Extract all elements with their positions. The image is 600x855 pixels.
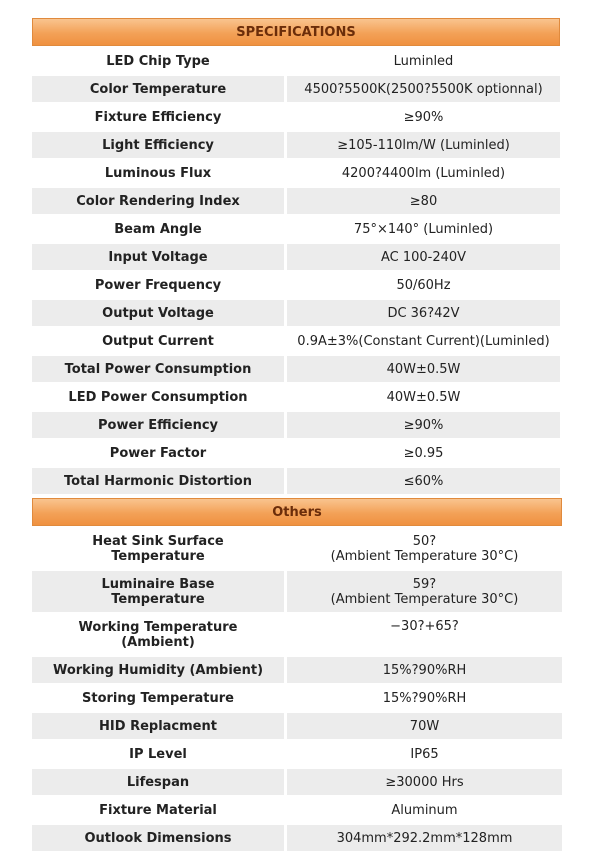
table-row — [32, 797, 562, 823]
table-row — [32, 132, 560, 158]
spec-label-line: Working Temperature — [78, 619, 238, 635]
spec-value-line: (Ambient Temperature 30°C) — [330, 591, 519, 607]
spec-label: Color Temperature — [32, 76, 284, 102]
spec-label-line: Luminaire Base — [101, 576, 215, 592]
table-row — [32, 685, 562, 711]
table-row — [32, 741, 562, 767]
spec-value: 304mm*292.2mm*128mm — [287, 825, 562, 851]
table-row — [32, 272, 560, 298]
table-row — [32, 769, 562, 795]
spec-label: Light Efficiency — [32, 132, 284, 158]
specifications-header: SPECIFICATIONS — [32, 18, 560, 46]
spec-label: Total Power Consumption — [32, 356, 284, 382]
spec-label: Total Harmonic Distortion — [32, 468, 284, 494]
table-row — [32, 356, 560, 382]
spec-label-line: Temperature — [111, 548, 205, 564]
spec-value: ≥105-110lm/W (Luminled) — [287, 132, 560, 158]
spec-label — [32, 614, 284, 655]
spec-value: ≥90% — [403, 109, 444, 125]
spec-label: Output Voltage — [32, 300, 284, 326]
table-row — [32, 216, 560, 242]
spec-value-line: −30?+65? — [390, 619, 459, 634]
spec-label: Power Factor — [109, 445, 207, 461]
table-row — [32, 328, 560, 354]
spec-label: Fixture Efficiency — [94, 109, 222, 125]
table-row — [32, 825, 562, 851]
spec-value-line: (Ambient Temperature 30°C) — [330, 548, 519, 564]
spec-value: 75°×140° (Luminled) — [353, 221, 494, 237]
table-row — [32, 76, 560, 102]
spec-label-line: (Ambient) — [121, 634, 195, 650]
table-row — [32, 188, 560, 214]
spec-value-line: 59? — [412, 576, 437, 592]
spec-label: Lifespan — [32, 769, 284, 795]
spec-value — [287, 614, 562, 655]
spec-value: 50/60Hz — [396, 277, 451, 293]
others-table — [32, 498, 562, 853]
table-row — [32, 528, 562, 569]
table-row — [32, 440, 560, 466]
spec-label: Power Frequency — [94, 277, 222, 293]
table-row — [32, 300, 560, 326]
table-row — [32, 412, 560, 438]
spec-value — [287, 528, 562, 569]
spec-label: LED Power Consumption — [68, 389, 248, 405]
spec-label: Beam Angle — [114, 221, 202, 237]
spec-value: 15%?90%RH — [287, 657, 562, 683]
spec-value: 40W±0.5W — [287, 356, 560, 382]
table-row — [32, 614, 562, 655]
spec-label: Input Voltage — [32, 244, 284, 270]
spec-value: ≥90% — [287, 412, 560, 438]
spec-value: 0.9A±3%(Constant Current)(Luminled) — [297, 333, 550, 349]
spec-label: Color Rendering Index — [32, 188, 284, 214]
spec-label: Luminous Flux — [104, 165, 212, 181]
spec-label — [32, 528, 284, 569]
table-row — [32, 657, 562, 683]
others-header: Others — [32, 498, 562, 526]
table-row — [32, 104, 560, 130]
spec-value: IP65 — [410, 746, 439, 762]
spec-label: Outlook Dimensions — [32, 825, 284, 851]
spec-value: Luminled — [393, 53, 454, 69]
spec-value: 4200?4400lm (Luminled) — [341, 165, 506, 181]
spec-value: ≤60% — [287, 468, 560, 494]
table-row — [32, 571, 562, 612]
spec-label: Fixture Material — [99, 802, 217, 818]
spec-value: 70W — [287, 713, 562, 739]
table-row — [32, 384, 560, 410]
spec-label — [32, 571, 284, 612]
table-row — [32, 160, 560, 186]
table-row — [32, 468, 560, 494]
spec-value — [287, 571, 562, 612]
spec-value: ≥30000 Hrs — [287, 769, 562, 795]
spec-value: AC 100-240V — [287, 244, 560, 270]
table-row — [32, 713, 562, 739]
spec-value: ≥80 — [287, 188, 560, 214]
spec-value-line: 50? — [412, 533, 437, 549]
spec-value: Aluminum — [391, 802, 458, 818]
spec-label-line: Heat Sink Surface — [92, 533, 224, 549]
spec-label: Storing Temperature — [82, 690, 234, 706]
spec-value: ≥0.95 — [403, 445, 444, 461]
specifications-table — [32, 18, 560, 496]
spec-label: Output Current — [102, 333, 214, 349]
spec-label: Power Efficiency — [32, 412, 284, 438]
spec-value: DC 36?42V — [287, 300, 560, 326]
spec-label: LED Chip Type — [106, 53, 210, 69]
spec-label: Working Humidity (Ambient) — [32, 657, 284, 683]
spec-label: IP Level — [129, 746, 187, 762]
spec-label-line: Temperature — [111, 591, 205, 607]
spec-value: 15%?90%RH — [382, 690, 467, 706]
spec-label: HID Replacment — [32, 713, 284, 739]
table-row — [32, 48, 560, 74]
spec-value: 40W±0.5W — [386, 389, 461, 405]
spec-value: 4500?5500K(2500?5500K optionnal) — [287, 76, 560, 102]
table-row — [32, 244, 560, 270]
